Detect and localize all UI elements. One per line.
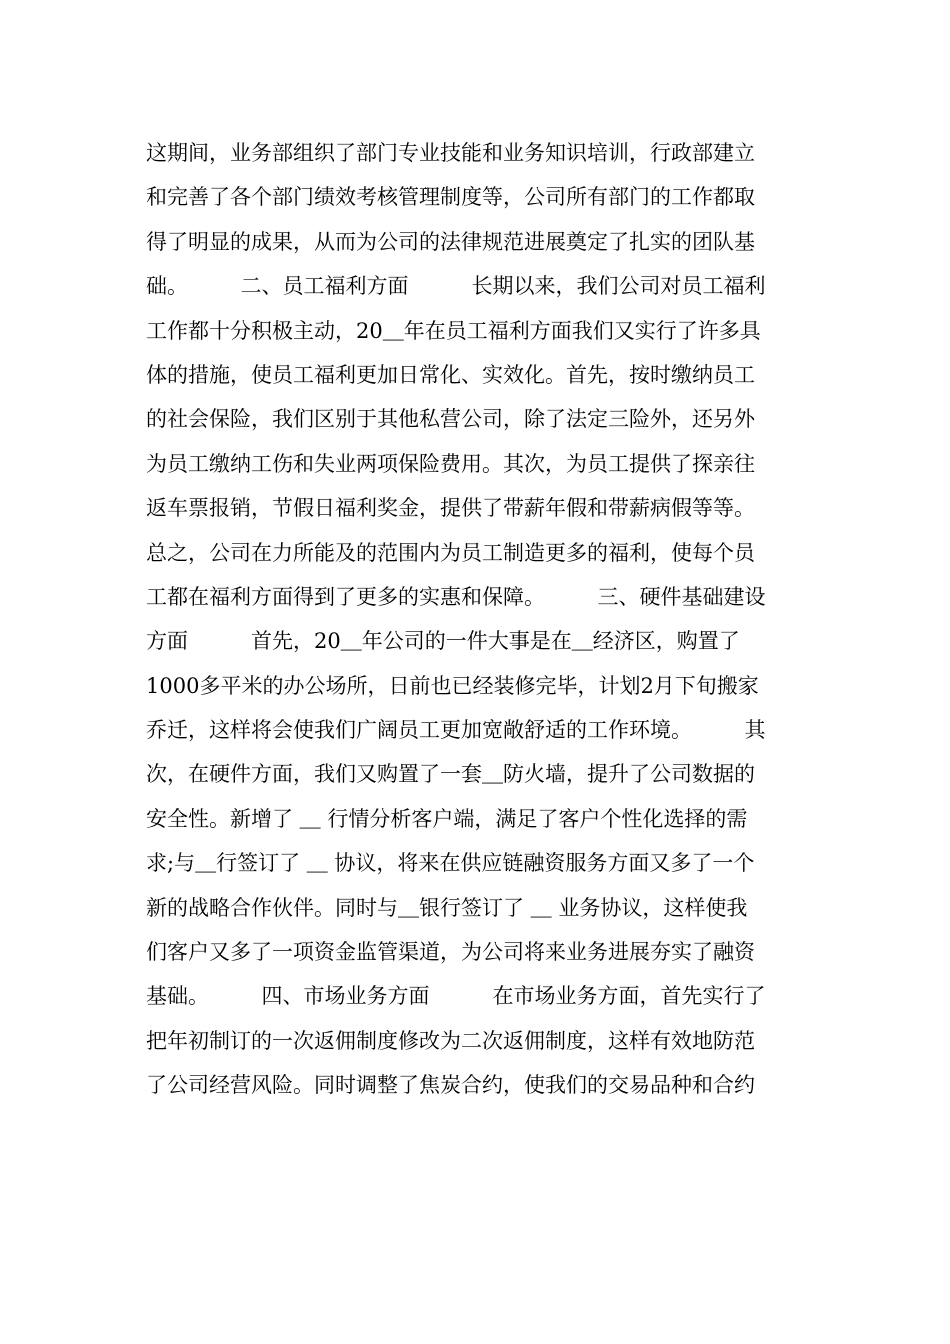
text-line: 础。 二、员工福利方面 长期以来，我们公司对员工福利 [146,274,766,299]
text-line: 1000多平米的办公场所，日前也已经装修完毕，计划2月下旬搬家 [146,673,759,698]
text-line: 体的措施，使员工福利更加日常化、实效化。首先，按时缴纳员工 [146,362,755,387]
text-line: 安全性。新增了 ＿ 行情分析客户端，满足了客户个性化选择的需 [146,806,748,831]
text-line: 乔迁，这样将会使我们广阔员工更加宽敞舒适的工作环境。 其 [146,718,766,743]
text-line: 把年初制订的一次返佣制度修改为二次返佣制度，这样有效地防范 [146,1028,755,1053]
text-line: 这期间，业务部组织了部门专业技能和业务知识培训，行政部建立 [146,141,755,165]
text-line: 返车票报销，节假日福利奖金，提供了带薪年假和带薪病假等等。 [146,496,755,521]
text-line: 方面 首先，20＿年公司的一件大事是在＿经济区，购置了 [146,629,740,654]
text-line: 们客户又多了一项资金监管渠道，为公司将来业务进展夯实了融资 [146,940,755,965]
text-line: 次，在硬件方面，我们又购置了一套＿防火墙，提升了公司数据的 [146,762,755,787]
text-line: 为员工缴纳工伤和失业两项保险费用。其次，为员工提供了探亲往 [146,451,755,476]
text-line: 和完善了各个部门绩效考核管理制度等，公司所有部门的工作都取 [146,185,755,210]
text-line: 了公司经营风险。同时调整了焦炭合约，使我们的交易品种和合约 [146,1073,755,1098]
text-line: 基础。 四、市场业务方面 在市场业务方面，首先实行了 [146,984,766,1009]
document-body [146,131,816,1108]
text-line: 的社会保险，我们区别于其他私营公司，除了法定三险外，还另外 [146,407,755,432]
text-line: 总之，公司在力所能及的范围内为员工制造更多的福利，使每个员 [146,540,755,565]
text-line: 求;与＿行签订了 ＿ 协议，将来在供应链融资服务方面又多了一个 [146,851,755,876]
text-line: 工作都十分积极主动，20＿年在员工福利方面我们又实行了许多具 [146,318,761,343]
text-line: 得了明显的成果，从而为公司的法律规范进展奠定了扎实的团队基 [146,229,755,254]
text-line: 新的战略合作伙伴。同时与＿银行签订了 ＿ 业务协议，这样使我 [146,895,748,920]
text-line: 工都在福利方面得到了更多的实惠和保障。 三、硬件基础建设 [146,584,766,609]
